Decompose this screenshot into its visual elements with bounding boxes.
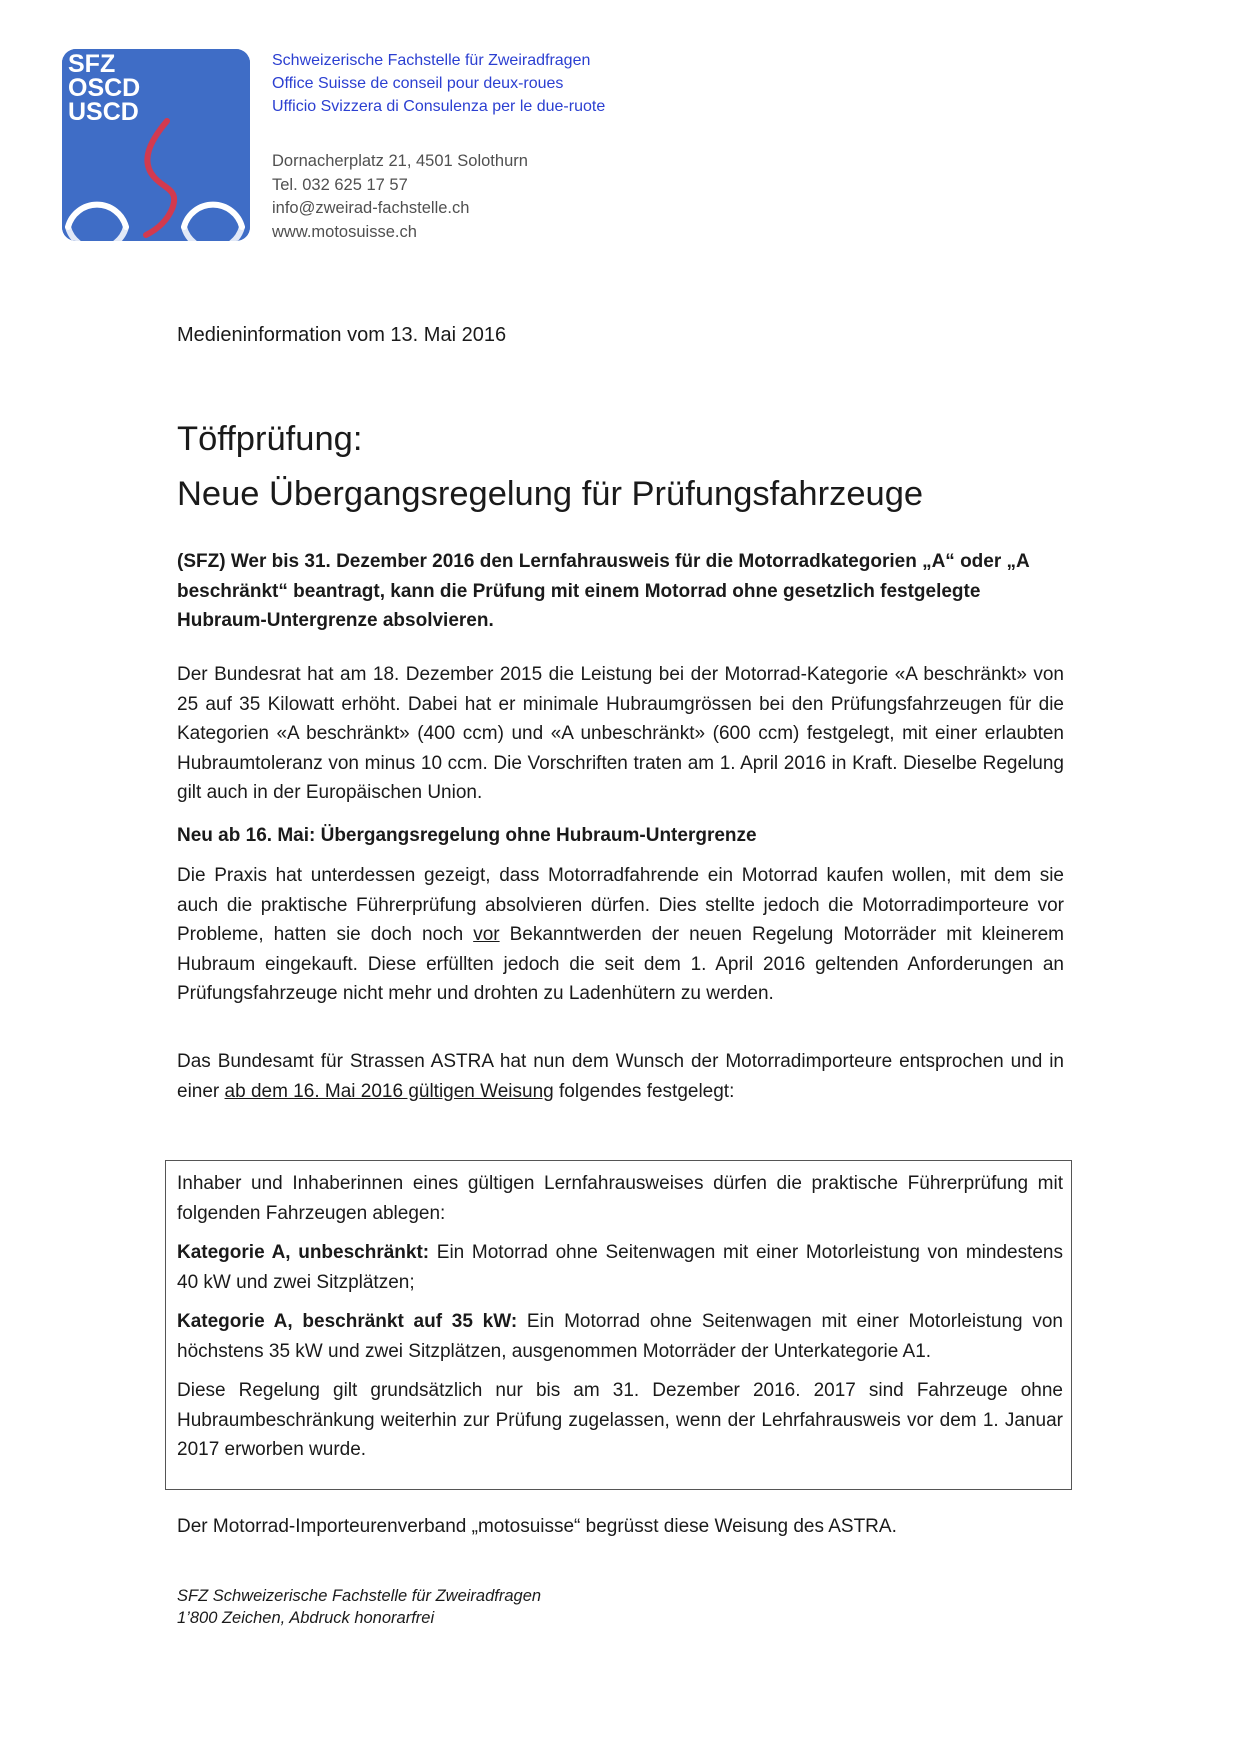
footer-line-2: 1’800 Zeichen, Abdruck honorarfrei bbox=[177, 1609, 435, 1627]
category-a-label: Kategorie A, unbeschränkt: bbox=[177, 1242, 430, 1263]
paragraph-2-before: Die Praxis hat unterdessen gezeigt, dass Motorradfahrende ein Motorrad kaufen wollen, mit dem sie auch die praktische Führerprüfung absolvieren dürfen. Dies stellte jedoch die Motorradimporteure vor Probleme, hatten sie doch noch bbox=[177, 865, 1064, 945]
logo-line-uscd: USCD bbox=[68, 98, 139, 126]
paragraph-2 bbox=[177, 861, 1064, 1009]
paragraph-1 bbox=[177, 660, 1064, 808]
paragraph-3-before: Das Bundesamt für Strassen ASTRA hat nun dem Wunsch der Motorradimporteure entsprochen und in einer bbox=[177, 1051, 1064, 1102]
title-line-1: Töffprüfung: bbox=[177, 420, 363, 458]
paragraph-2-after: Bekanntwerden der neuen Regelung Motorräder mit kleinerem Hubraum eingekauft. Diese erfüllten jedoch die seit dem 1. April 2016 geltenden Anforderungen an Prüfungsfahrzeuge nicht mehr und drohten zu Ladenhütern zu werden. bbox=[177, 924, 1064, 1004]
category-a35-label: Kategorie A, beschränkt auf 35 kW: bbox=[177, 1311, 518, 1332]
box-note: Diese Regelung gilt grundsätzlich nur bis am 31. Dezember 2016. 2017 sind Fahrzeuge ohne Hubraumbeschränkung weiterhin zur Prüfung zugelassen, wenn der Lehrfahrausweis vor dem 1. Januar 2017 erworben wurde. bbox=[177, 1380, 1063, 1460]
address: Dornacherplatz 21, 4501 Solothurn bbox=[272, 152, 528, 170]
logo-graphic bbox=[62, 49, 250, 241]
subheading: Neu ab 16. Mai: Übergangsregelung ohne Hubraum-Untergrenze bbox=[177, 825, 757, 846]
box-category-a35 bbox=[177, 1307, 1063, 1366]
page-title bbox=[177, 412, 923, 522]
closing-statement: Der Motorrad-Importeurenverband „motosuisse“ begrüsst diese Weisung des ASTRA. bbox=[177, 1516, 897, 1537]
sfz-logo bbox=[62, 49, 250, 241]
logo-line-oscd: OSCD bbox=[68, 74, 141, 102]
org-name-de: Schweizerische Fachstelle für Zweiradfragen bbox=[272, 52, 591, 69]
logo-line-sfz: SFZ bbox=[68, 50, 116, 78]
footer-line-1: SFZ Schweizerische Fachstelle für Zweiradfragen bbox=[177, 1587, 542, 1605]
weisung-link[interactable]: ab dem 16. Mai 2016 gültigen Weisung bbox=[224, 1080, 554, 1102]
date-line: Medieninformation vom 13. Mai 2016 bbox=[177, 324, 507, 346]
org-name-fr: Office Suisse de conseil pour deux-roues bbox=[272, 75, 564, 92]
paragraph-3-after: folgendes festgelegt: bbox=[553, 1080, 735, 1102]
paragraph-3 bbox=[177, 1047, 1064, 1106]
lead-paragraph: (SFZ) Wer bis 31. Dezember 2016 den Lernfahrausweis für die Motorradkategorien „A“ oder „A beschränkt“ beantragt, kann die Prüfung mit einem Motorrad ohne gesetzlich festgelegte Hubraum-Untergrenze absolvieren. bbox=[177, 551, 1030, 631]
category-a-text: Ein Motorrad ohne Seitenwagen mit einer Motorleistung von mindestens 40 kW und zwei Sitzplätzen; bbox=[177, 1242, 1063, 1293]
regulation-box bbox=[165, 1160, 1072, 1490]
paragraph-1-text: Der Bundesrat hat am 18. Dezember 2015 die Leistung bei der Motorrad-Kategorie «A beschränkt» von 25 auf 35 Kilowatt erhöht. Dabei hat er minimale Hubraumgrössen bei den Prüfungsfahrzeugen für die Kategorien «A beschränkt» (400 ccm) und «A unbeschränkt» (600 ccm) festgelegt, mit einer erlaubten Hubraumtoleranz von minus 10 ccm. Die Vorschriften traten am 1. April 2016 in Kraft. Dieselbe Regelung gilt auch in der Europäischen Union. bbox=[177, 664, 1064, 803]
website: www.motosuisse.ch bbox=[272, 222, 417, 241]
box-category-a bbox=[177, 1238, 1063, 1297]
box-intro: Inhaber und Inhaberinnen eines gültigen Lernfahrausweises dürfen die praktische Führerprüfung mit folgenden Fahrzeugen ablegen: bbox=[177, 1173, 1063, 1224]
email: info@zweirad-fachstelle.ch bbox=[272, 199, 470, 217]
org-name-it: Ufficio Svizzera di Consulenza per le due-ruote bbox=[272, 98, 606, 115]
emphasis-vor: vor bbox=[473, 924, 500, 945]
organization-names bbox=[272, 49, 605, 118]
contact-block bbox=[272, 150, 528, 244]
footer bbox=[177, 1585, 541, 1629]
category-a35-text: Ein Motorrad ohne Seitenwagen mit einer Motorleistung von höchstens 35 kW und zwei Sitzplätzen, ausgenommen Motorräder der Unterkategorie A1. bbox=[177, 1311, 1063, 1362]
title-line-2: Neue Übergangsregelung für Prüfungsfahrzeuge bbox=[177, 475, 924, 513]
phone: Tel. 032 625 17 57 bbox=[272, 175, 408, 194]
